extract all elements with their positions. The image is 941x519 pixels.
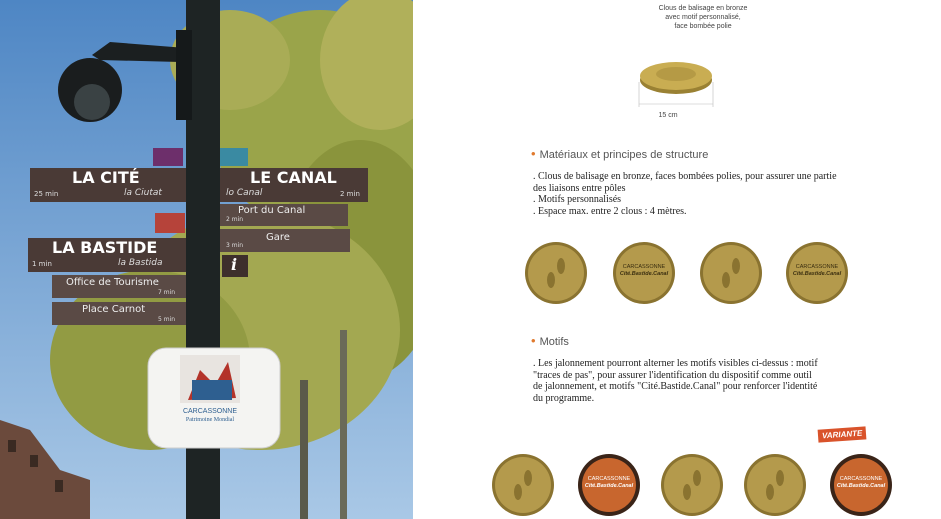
section2-line: "traces de pas", pour assurer l'identification du dispositif comme outil bbox=[533, 369, 812, 381]
sign-gare-time: 3 min bbox=[226, 242, 244, 249]
footprint-stud bbox=[744, 454, 806, 516]
stud-label-line: Cité.Bastide.Canal bbox=[836, 483, 886, 489]
footprint-stud bbox=[700, 242, 762, 304]
section2-body bbox=[533, 358, 853, 404]
sign-le-canal-sub: lo Canal bbox=[226, 188, 263, 198]
stud-label-line: CARCASSONNE bbox=[622, 264, 666, 270]
info-icon: i bbox=[231, 255, 238, 274]
logo-text-carcassonne: CARCASSONNE bbox=[182, 408, 238, 415]
footprint-stud bbox=[661, 454, 723, 516]
stud-label-line: CARCASSONNE bbox=[587, 476, 631, 482]
dimension-label: 15 cm bbox=[658, 112, 678, 119]
section2-heading bbox=[531, 333, 569, 348]
stud-caption bbox=[648, 4, 758, 31]
bullet-dot-icon: • bbox=[531, 333, 536, 348]
section1-heading bbox=[531, 146, 708, 161]
bastide-icon bbox=[155, 213, 185, 233]
stud-drawing bbox=[633, 52, 743, 122]
stud-label-line: CARCASSONNE bbox=[839, 476, 883, 482]
stud-label-3 bbox=[584, 476, 634, 490]
section1-title: Matériaux et principes de structure bbox=[539, 149, 709, 161]
logo-text-patrimoine: Patrimoine Mondial bbox=[185, 417, 235, 423]
street-sign-photo bbox=[0, 0, 413, 519]
stud-label-2 bbox=[792, 264, 842, 278]
caption-line-1: Clous de balisage en bronze bbox=[658, 5, 748, 12]
sign-le-canal-time: 2 min bbox=[340, 190, 360, 198]
sign-la-cite-time: 25 min bbox=[34, 190, 59, 198]
section2-line: . Les jalonnement pourront alterner les motifs visibles ci-dessus : motif bbox=[533, 358, 818, 369]
section1-line: . Clous de balisage en bronze, faces bombées polies, pour assurer une partie bbox=[533, 171, 837, 182]
sign-le-canal: LE CANAL bbox=[250, 168, 337, 187]
canal-icon bbox=[220, 148, 248, 166]
section2-line: de jalonnement, et motifs "Cité.Bastide.Canal" pour renforcer l'identité bbox=[533, 381, 818, 392]
section2-line: du programme. bbox=[533, 392, 595, 404]
section1-body bbox=[533, 171, 853, 217]
sign-port-du-canal: Port du Canal bbox=[238, 205, 306, 216]
caption-line-3: face bombée polie bbox=[674, 23, 732, 30]
sign-la-bastide-time: 1 min bbox=[32, 260, 52, 268]
section1-line: des liaisons entre pôles bbox=[533, 182, 626, 194]
footprint-stud bbox=[492, 454, 554, 516]
stud-label-line: Cité.Bastide.Canal bbox=[792, 271, 842, 277]
stud-label-line: Cité.Bastide.Canal bbox=[584, 483, 634, 489]
stud-label-line: Cité.Bastide.Canal bbox=[619, 271, 669, 277]
castle-icon bbox=[153, 148, 183, 166]
sign-office: Office de Tourisme bbox=[66, 277, 159, 288]
sign-place-carnot-time: 5 min bbox=[158, 316, 176, 323]
sign-la-bastide-sub: la Bastida bbox=[118, 258, 163, 268]
sign-la-cite-sub: la Ciutat bbox=[124, 188, 162, 198]
bullet-dot-icon: • bbox=[531, 146, 536, 161]
caption-line-2: avec motif personnalisé, bbox=[665, 14, 741, 21]
variante-badge: VARIANTE bbox=[818, 426, 867, 442]
design-document bbox=[413, 0, 941, 519]
sign-la-cite: LA CITÉ bbox=[72, 168, 140, 187]
sign-port-du-canal-time: 2 min bbox=[226, 216, 244, 223]
section1-line: . Espace max. entre 2 clous : 4 mètres. bbox=[533, 205, 687, 217]
sign-office-time: 7 min bbox=[158, 289, 176, 296]
section2-title: Motifs bbox=[539, 336, 569, 348]
sign-la-bastide: LA BASTIDE bbox=[52, 238, 158, 257]
section1-line: . Motifs personnalisés bbox=[533, 194, 622, 205]
photo-scene bbox=[0, 0, 413, 519]
stud-label-1 bbox=[619, 264, 669, 278]
sign-place-carnot: Place Carnot bbox=[82, 304, 146, 315]
footprint-stud bbox=[525, 242, 587, 304]
sign-gare: Gare bbox=[266, 232, 290, 243]
stud-label-line: CARCASSONNE bbox=[795, 264, 839, 270]
stud-label-4 bbox=[836, 476, 886, 490]
